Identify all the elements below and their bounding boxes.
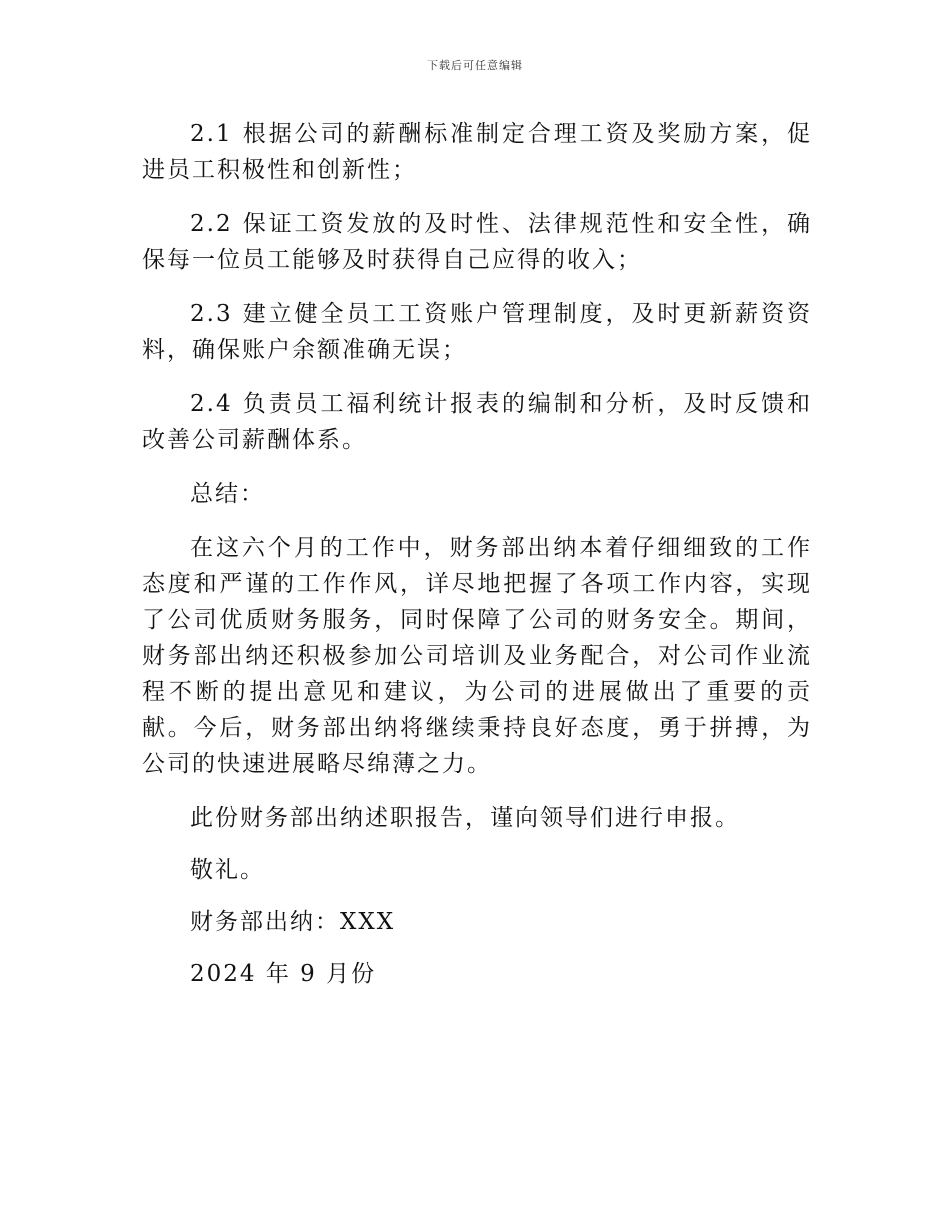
- report-submission-line: 此份财务部出纳述职报告，谨向领导们进行申报。: [190, 805, 740, 831]
- page-header-note: 下载后可任意编辑: [427, 59, 523, 72]
- signature-line: 财务部出纳：XXX: [190, 909, 396, 935]
- paragraph-2-1: 2.1 根据公司的薪酬标准制定合理工资及奖励方案，促进员工积极性和创新性；: [142, 121, 812, 183]
- salutation-line: 敬礼。: [190, 857, 265, 883]
- summary-heading: 总结：: [190, 481, 265, 507]
- paragraph-2-3: 2.3 建立健全员工工资账户管理制度，及时更新薪资资料，确保账户余额准确无误；: [142, 301, 812, 363]
- date-line: 2024 年 9 月份: [190, 961, 377, 987]
- summary-paragraph: 在这六个月的工作中，财务部出纳本着仔细细致的工作态度和严谨的工作作风，详尽地把握了各项工作内容，实现了公司优质财务服务，同时保障了公司的财务安全。期间，财务部出纳还积极参加公司培训及业务配合，对公司作业流程不断的提出意见和建议，为公司的进展做出了重要的贡献。今后，财务部出纳将继续秉持良好态度，勇于拼搏，为公司的快速进展略尽绵薄之力。: [142, 535, 812, 777]
- paragraph-2-4: 2.4 负责员工福利统计报表的编制和分析，及时反馈和改善公司薪酬体系。: [142, 391, 812, 453]
- paragraph-2-2: 2.2 保证工资发放的及时性、法律规范性和安全性，确保每一位员工能够及时获得自己应得的收入；: [142, 211, 812, 273]
- document-body: [142, 116, 812, 1008]
